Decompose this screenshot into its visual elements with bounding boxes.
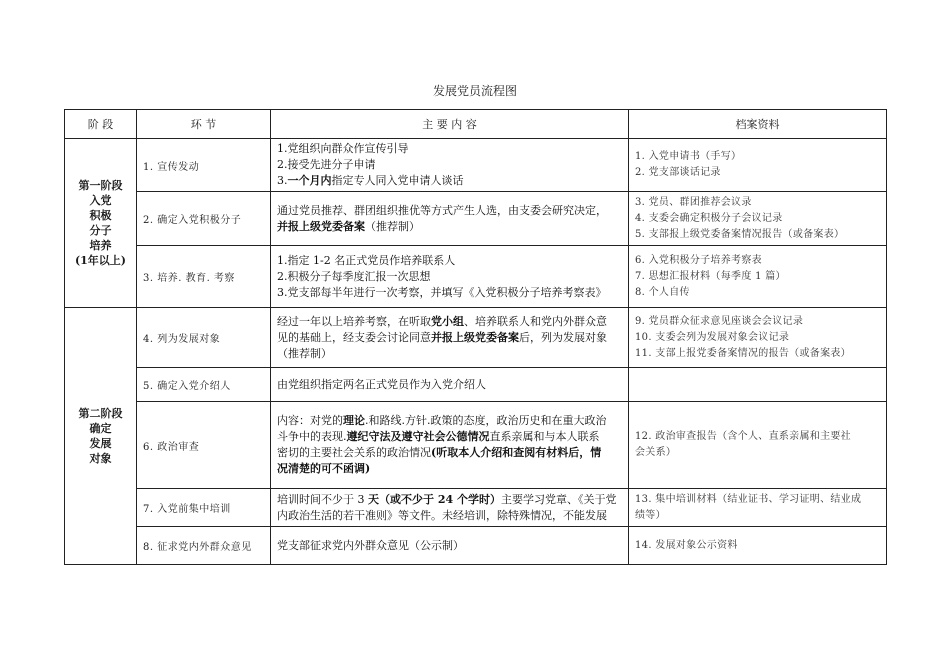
content-cell: 内容：对党的理论.和路线.方针.政策的态度，政治历史和在重大政治 斗争中的表现.遵纪守法及遵守社会公德情况直系亲属和与本人联系 密切的主要社会关系的政治情况(听取本人介绍和查阅有材料后，情 况清楚的可不函调) [271,402,629,489]
step-cell: 8. 征求党内外群众意见 [137,527,271,565]
header-files: 档案资料 [629,110,887,139]
table-row [65,527,887,565]
content-cell: 党支部征求党内外群众意见（公示制） [271,527,629,565]
table-row [65,402,887,489]
table-row [65,368,887,402]
stage-one-cell: 第一阶段 入党 积极 分子 培养 (1年以上) [65,139,137,308]
step-cell: 4. 列为发展对象 [137,308,271,368]
header-row [65,110,887,139]
files-cell: 1. 入党申请书（手写） 2. 党支部谈话记录 [629,139,887,192]
stage-two-cell: 第二阶段 确定 发展 对象 [65,308,137,565]
step-cell: 1. 宣传发动 [137,139,271,192]
files-cell: 13. 集中培训材料（结业证书、学习证明、结业成 绩等） [629,489,887,527]
files-cell: 12. 政治审查报告（含个人、直系亲属和主要社 会关系） [629,402,887,489]
files-cell [629,368,887,402]
step-cell: 5. 确定入党介绍人 [137,368,271,402]
files-cell: 9. 党员群众征求意见座谈会会议记录 10. 支委会列为发展对象会议记录 11. 支部上报党委备案情况的报告（或备案表） [629,308,887,368]
table-row [65,308,887,368]
step-cell: 7. 入党前集中培训 [137,489,271,527]
table-row [65,192,887,246]
document-title: 发展党员流程图 [432,84,517,98]
files-cell: 3. 党员、群团推荐会议录 4. 支委会确定积极分子会议记录 5. 支部报上级党委备案情况报告（或备案表） [629,192,887,246]
content-cell: 培训时间不少于 3 天（或不少于 24 个学时）主要学习党章、《关于党 内政治生活的若干准则》等文件。未经培训，除特殊情况，不能发展 [271,489,629,527]
table-row [65,489,887,527]
files-cell: 14. 发展对象公示资料 [629,527,887,565]
step-cell: 2. 确定入党积极分子 [137,192,271,246]
table-row [65,246,887,308]
content-cell: 由党组织指定两名正式党员作为入党介绍人 [271,368,629,402]
content-cell: 1.党组织向群众作宣传引导 2.接受先进分子申请 3.一个月内指定专人同入党申请人谈话 [271,139,629,192]
table-row [65,139,887,192]
header-step: 环 节 [137,110,271,139]
content-cell: 1.指定 1-2 名正式党员作培养联系人 2.积极分子每季度汇报一次思想 3.党支部每半年进行一次考察，并填写《入党积极分子培养考察表》 [271,246,629,308]
party-development-flow-table [64,109,887,565]
files-cell: 6. 入党积极分子培养考察表 7. 思想汇报材料（每季度 1 篇） 8. 个人自传 [629,246,887,308]
header-content: 主 要 内 容 [271,110,629,139]
step-cell: 3. 培养. 教育. 考察 [137,246,271,308]
content-cell: 通过党员推荐、群团组织推优等方式产生人选，由支委会研究决定， 并报上级党委备案（推荐制） [271,192,629,246]
step-cell: 6. 政治审查 [137,402,271,489]
content-cell: 经过一年以上培养考察，在听取党小组、培养联系人和党内外群众意 见的基础上，经支委会讨论同意并报上级党委备案后，列为发展对象 （推荐制） [271,308,629,368]
header-stage: 阶 段 [65,110,137,139]
